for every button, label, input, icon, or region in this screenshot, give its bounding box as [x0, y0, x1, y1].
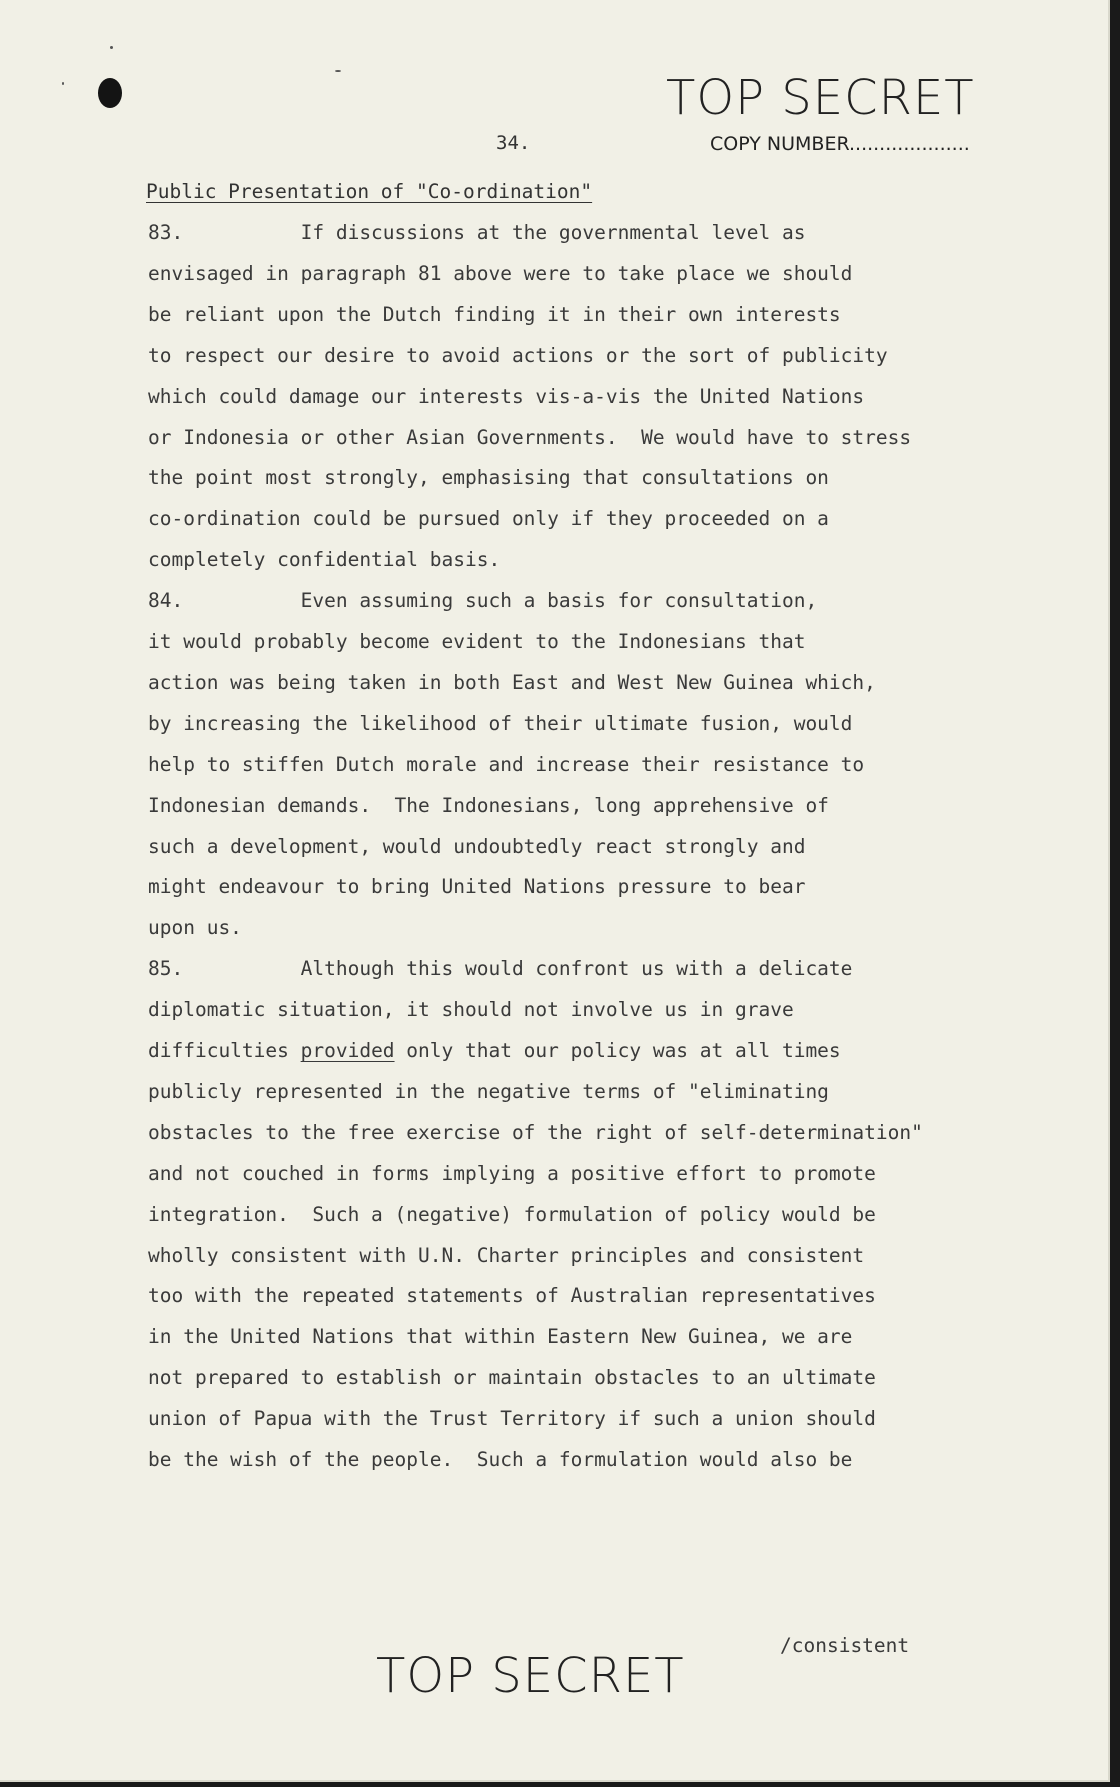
text-line: [148, 877, 805, 897]
text-line-content: co-ordination could be pursued only if they proceeded on a: [148, 507, 829, 531]
text-line: [148, 302, 841, 326]
text-line-content: by increasing the likelihood of their ultimate fusion, would: [148, 711, 853, 735]
section-heading: Public Presentation of "Co-ordination": [146, 180, 593, 203]
text-line-content: be the wish of the people. Such a formulation would also be: [148, 1448, 853, 1471]
text-line-content: publicly represented in the negative terms of "eliminating: [148, 1079, 829, 1103]
text-line: [148, 1450, 852, 1470]
text-line: [148, 834, 806, 858]
text-line-content: the point most strongly, emphasising that consultations on: [148, 466, 829, 490]
text-line: [148, 632, 805, 652]
text-line: [148, 468, 829, 488]
text-line-content: which could damage our interests vis-a-vis the United Nations: [148, 384, 865, 408]
text-line-content: difficulties: [148, 1039, 301, 1062]
text-line-content: wholly consistent with U.N. Charter principles and consistent: [148, 1243, 865, 1267]
text-line-content: obstacles to the free exercise of the right of self-determination": [148, 1120, 923, 1144]
text-line-content: 83. If discussions at the governmental level as: [148, 221, 806, 244]
text-line-content: too with the repeated statements of Australian representatives: [148, 1284, 876, 1308]
text-line-content: envisaged in paragraph 81 above were to take place we should: [148, 261, 853, 285]
text-line-content: union of Papua with the Trust Territory if such a union should: [148, 1407, 876, 1431]
underlined-word: provided: [300, 1039, 395, 1062]
text-line: [148, 670, 876, 694]
catchword: /consistent: [780, 1634, 910, 1657]
text-line: [148, 1079, 829, 1103]
text-line-content: to respect our desire to avoid actions or the sort of publicity: [148, 343, 888, 367]
text-line: [148, 793, 829, 817]
text-line: [148, 1161, 876, 1185]
text-line-content: 84. Even assuming such a basis for consultation,: [148, 589, 818, 613]
text-line-content: in the United Nations that within Eastern New Guinea, we are: [148, 1325, 853, 1349]
copy-number-blank: ....................: [848, 133, 970, 155]
text-line: [148, 261, 853, 285]
paper-speck: [110, 46, 113, 49]
page-number: 34.: [496, 132, 531, 154]
text-line-content: integration. Such a (negative) formulation of policy would be: [148, 1202, 876, 1226]
text-line: [148, 1409, 876, 1429]
copy-number-label: COPY NUMBER: [710, 133, 849, 155]
text-line-content: only that our policy was at all times: [394, 1039, 841, 1062]
text-line-content: might endeavour to bring United Nations pressure to bear: [148, 875, 806, 899]
text-line: [148, 223, 805, 243]
text-line: [148, 591, 817, 611]
text-line: [148, 1041, 841, 1061]
paper-speck: [62, 82, 64, 85]
text-line-content: and not couched in forms implying a positive effort to promote: [148, 1161, 876, 1185]
text-line-content: action was being taken in both East and West New Guinea which,: [148, 670, 876, 694]
text-line: [148, 1000, 794, 1020]
punch-hole: [98, 78, 122, 108]
text-line: [148, 343, 888, 367]
text-line-content: diplomatic situation, it should not involve us in grave: [148, 998, 794, 1022]
text-line: [148, 1243, 865, 1267]
text-line-content: help to stiffen Dutch morale and increase their resistance to: [148, 752, 865, 776]
text-line-content: be reliant upon the Dutch finding it in their own interests: [148, 302, 841, 326]
text-line-content: completely confidential basis.: [148, 548, 501, 572]
text-line: [148, 752, 865, 776]
text-line: [148, 959, 852, 979]
text-line-content: 85. Although this would confront us with a delicate: [148, 957, 853, 981]
text-line: [148, 918, 242, 938]
classification-stamp-top: TOP SECRET: [666, 70, 975, 126]
text-line: [148, 425, 912, 449]
text-line: [148, 1327, 852, 1347]
text-line-content: such a development, would undoubtedly react strongly and: [148, 834, 806, 858]
text-line-content: or Indonesia or other Asian Governments. We would have to stress: [148, 425, 912, 449]
text-line: [148, 1120, 923, 1144]
text-line: [148, 509, 829, 529]
paper-speck: [335, 70, 341, 72]
classification-stamp-bottom: TOP SECRET: [376, 1648, 685, 1704]
text-line-content: Indonesian demands. The Indonesians, long apprehensive of: [148, 793, 829, 817]
text-line: [148, 384, 865, 408]
text-line: [148, 550, 500, 570]
text-line: [148, 1286, 876, 1306]
text-line: [148, 1202, 876, 1226]
text-line-content: it would probably become evident to the Indonesians that: [148, 630, 806, 653]
copy-number: [710, 133, 970, 155]
text-line: [148, 711, 853, 735]
text-line: [148, 1368, 876, 1388]
text-line-content: not prepared to establish or maintain obstacles to an ultimate: [148, 1366, 876, 1390]
text-line-content: upon us.: [148, 916, 242, 940]
